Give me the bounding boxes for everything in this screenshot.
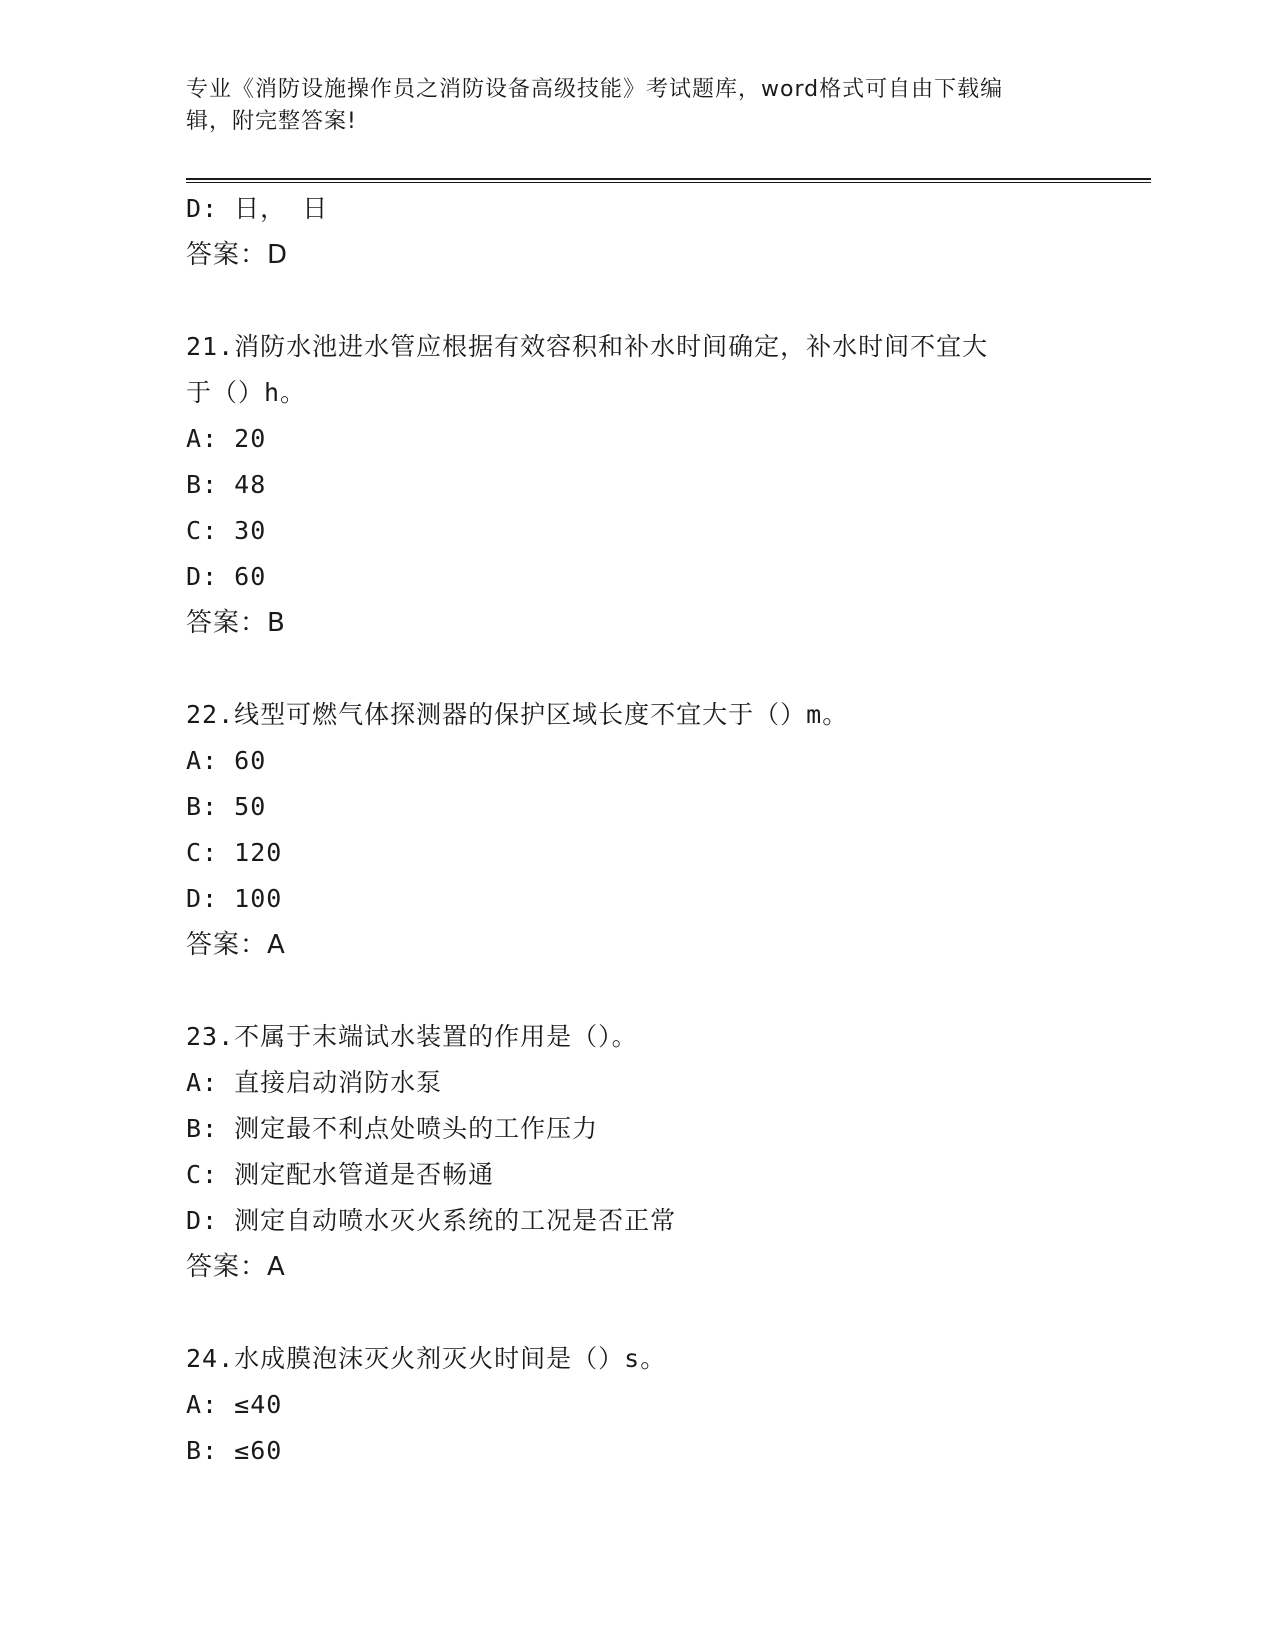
question-text-cont: 于（）h。 — [186, 378, 307, 407]
option-c: C: 30 — [186, 516, 267, 545]
option-d: D: 100 — [186, 884, 283, 913]
option-b: B: 测定最不利点处喷头的工作压力 — [186, 1114, 599, 1143]
option-b: B: 50 — [186, 792, 267, 821]
question-list — [186, 186, 1086, 1474]
question-text: 24.水成膜泡沫灭火剂灭火时间是（）s。 — [186, 1344, 667, 1373]
answer: 答案：A — [186, 930, 286, 960]
option-d: D: 60 — [186, 562, 267, 591]
spacer — [186, 1290, 1086, 1336]
option-c: C: 测定配水管道是否畅通 — [186, 1160, 495, 1189]
spacer — [186, 278, 1086, 324]
document-header — [186, 74, 1066, 138]
header-line-2: 辑，附完整答案! — [186, 109, 357, 134]
option-c: C: 120 — [186, 838, 283, 867]
question-23 — [186, 1014, 1086, 1290]
answer: 答案：A — [186, 1252, 286, 1282]
question-text: 21.消防水池进水管应根据有效容积和补水时间确定，补水时间不宜大 — [186, 332, 989, 361]
prev-option-d: D: 日， 日 — [186, 194, 329, 223]
option-a: A: 60 — [186, 746, 267, 775]
question-22 — [186, 692, 1086, 968]
option-b: B: ≤60 — [186, 1436, 283, 1465]
spacer — [186, 646, 1086, 692]
option-b: B: 48 — [186, 470, 267, 499]
option-a: A: ≤40 — [186, 1390, 283, 1419]
answer: 答案：B — [186, 608, 286, 638]
question-text: 22.线型可燃气体探测器的保护区域长度不宜大于（）m。 — [186, 700, 849, 729]
spacer — [186, 968, 1086, 1014]
option-a: A: 直接启动消防水泵 — [186, 1068, 443, 1097]
question-24 — [186, 1336, 1086, 1474]
option-d: D: 测定自动喷水灭火系统的工况是否正常 — [186, 1206, 677, 1235]
prev-answer: 答案：D — [186, 240, 289, 270]
header-rule-thick — [186, 178, 1151, 180]
header-rule-thin — [186, 182, 1151, 183]
question-21 — [186, 324, 1086, 646]
option-a: A: 20 — [186, 424, 267, 453]
question-text: 23.不属于末端试水装置的作用是（）。 — [186, 1022, 638, 1051]
header-line-1: 专业《消防设施操作员之消防设备高级技能》考试题库，word格式可自由下载编 — [186, 77, 1004, 102]
